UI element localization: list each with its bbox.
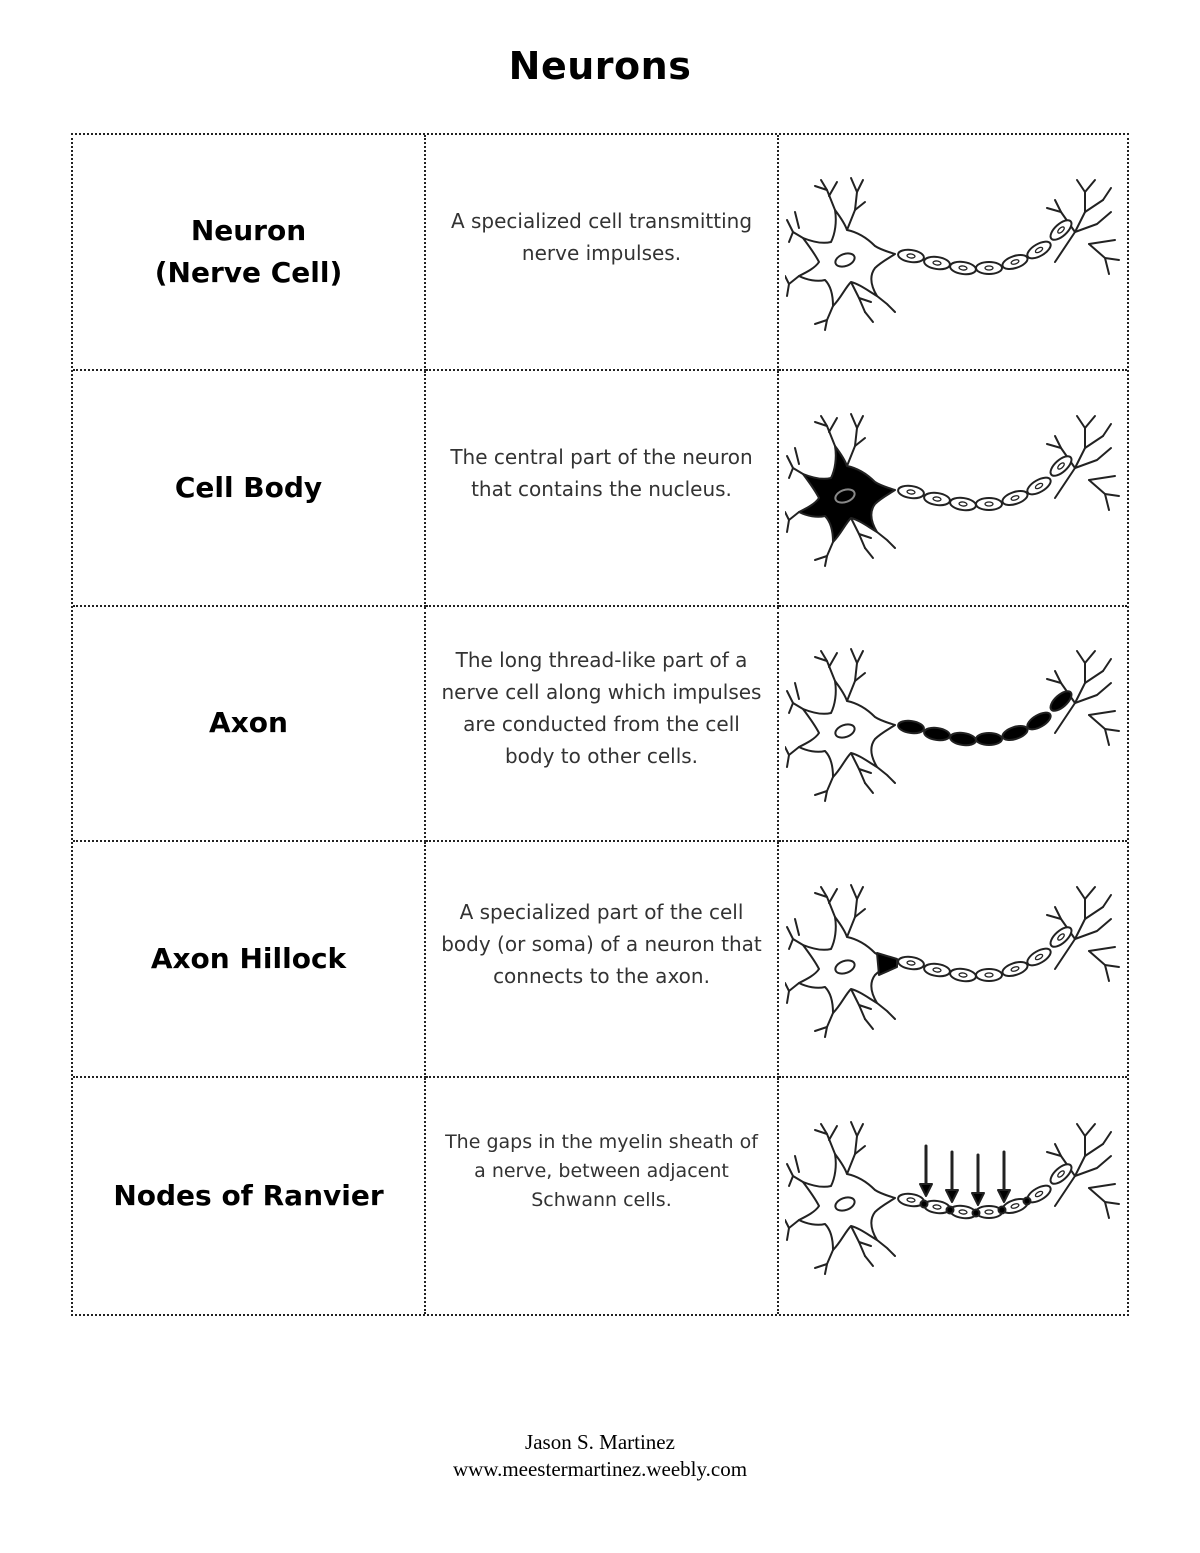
node-of-ranvier <box>999 1207 1006 1214</box>
dendrite <box>815 1027 827 1031</box>
definition-cell <box>426 842 779 1078</box>
definition-cell <box>426 1078 779 1314</box>
definition-nodes-of-ranvier: The gaps in the myelin sheath of a nerve, between adjacent Schwann cells. <box>445 1130 758 1211</box>
dendrite <box>825 777 833 801</box>
dendrite <box>851 649 857 663</box>
dendrite <box>857 180 863 192</box>
axon-terminal <box>1077 1124 1085 1136</box>
schwann-nucleus <box>959 501 967 506</box>
dendrite <box>787 1164 803 1182</box>
image-cell <box>779 1078 1127 1314</box>
axon-terminal <box>1105 965 1119 967</box>
definition-cell <box>426 135 779 371</box>
schwann-nucleus <box>907 253 915 258</box>
schwann-nucleus <box>933 1205 941 1210</box>
myelin-segment <box>923 727 950 743</box>
axon-terminal <box>1089 947 1115 951</box>
dendrite <box>821 416 835 446</box>
neuron-drawing <box>785 178 1119 330</box>
term-axon: Axon <box>209 706 288 740</box>
neuron-drawing <box>785 885 1119 1037</box>
neuron-drawing <box>785 649 1119 801</box>
term-cell <box>73 371 426 607</box>
dendrite <box>825 542 833 566</box>
schwann-nucleus <box>907 961 915 966</box>
arrow-head <box>920 1184 932 1196</box>
dendrite <box>785 276 789 284</box>
term-axon-hillock: Axon Hillock <box>150 942 347 976</box>
dendrite <box>857 651 863 663</box>
definition-axon-hillock: A specialized part of the cell body (or soma) of a neuron that connects to the axon. <box>441 900 762 989</box>
axon-terminal <box>1105 494 1119 496</box>
dendrite <box>795 1156 799 1172</box>
neuron-axon-hillock-icon <box>785 879 1125 1039</box>
axon-terminal <box>1077 887 1085 899</box>
neuron-nodes-of-ranvier-icon <box>785 1116 1125 1276</box>
dendrite <box>857 416 863 428</box>
neuron-icon <box>785 172 1125 332</box>
dendrite <box>865 1256 873 1266</box>
dendrite <box>865 1019 873 1029</box>
dendrite <box>821 887 835 917</box>
image-cell <box>779 371 1127 607</box>
axon-terminal <box>1085 416 1095 428</box>
definition-cell <box>426 371 779 607</box>
dendrite <box>829 1126 837 1140</box>
image-cell <box>779 135 1127 371</box>
axon-terminal <box>1085 887 1095 899</box>
neuron-drawing <box>785 1122 1119 1274</box>
dendrite <box>795 683 799 699</box>
definition-axon: The long thread-like part of a nerve cell along which impulses are conducted from the cell body to other cells. <box>441 648 762 769</box>
dendrite <box>787 1220 799 1240</box>
axon-terminal <box>1077 180 1085 192</box>
schwann-nucleus <box>985 973 993 977</box>
dendrite <box>787 747 799 767</box>
schwann-nucleus <box>985 266 993 270</box>
schwann-nucleus <box>985 1210 993 1214</box>
axon-hillock <box>877 953 897 975</box>
dendrite <box>789 468 793 478</box>
dendrite <box>815 320 827 324</box>
neuron-axon-icon <box>785 643 1125 803</box>
definition-cell-body: The central part of the neuron that contains the nucleus. <box>450 444 753 501</box>
myelin-segment <box>1001 724 1029 743</box>
node-of-ranvier <box>973 1210 980 1217</box>
axon-terminal <box>1085 180 1095 192</box>
axon-terminal <box>1105 258 1119 260</box>
dendrite <box>821 651 835 681</box>
myelin-segment <box>897 720 924 736</box>
dendrite <box>815 1264 827 1268</box>
definition-neuron: A specialized cell transmitting nerve impulses. <box>450 208 753 265</box>
axon-terminal <box>1089 1184 1115 1188</box>
dendrite <box>815 556 827 560</box>
dendrite <box>847 192 857 230</box>
dendrite <box>829 653 837 667</box>
dendrite <box>821 1124 835 1154</box>
dendrite <box>851 414 857 428</box>
dendrite <box>877 1003 895 1019</box>
dendrite <box>785 512 789 520</box>
node-of-ranvier <box>947 1207 954 1214</box>
schwann-nucleus <box>959 265 967 270</box>
dendrite <box>829 418 837 432</box>
dendrite <box>815 791 827 795</box>
schwann-nucleus <box>985 502 993 506</box>
dendrite <box>865 783 873 793</box>
dendrite <box>795 448 799 464</box>
dendrite <box>851 178 857 192</box>
dendrite <box>829 889 837 903</box>
dendrite <box>865 548 873 558</box>
dendrite <box>877 767 895 783</box>
dendrite <box>857 887 863 899</box>
dendrite <box>787 691 803 709</box>
axon-terminal <box>1105 729 1119 731</box>
neuron-drawing <box>785 414 1119 566</box>
node-of-ranvier <box>921 1201 928 1208</box>
axon-terminal <box>1103 424 1111 436</box>
axon-terminal <box>1077 416 1085 428</box>
term-cell <box>73 135 426 371</box>
node-of-ranvier <box>1024 1198 1031 1205</box>
term-cell <box>73 607 426 843</box>
axon-terminal <box>1085 651 1095 663</box>
dendrite <box>847 899 857 937</box>
axon-terminal <box>1089 240 1115 244</box>
neuron-cell-body-icon <box>785 408 1125 568</box>
image-cell <box>779 842 1127 1078</box>
schwann-nucleus <box>907 489 915 494</box>
dendrite <box>787 983 799 1003</box>
dendrite <box>877 296 895 312</box>
term-neuron: Neuron (Nerve Cell) <box>154 213 343 289</box>
dendrite <box>789 939 793 949</box>
myelin-segment <box>1025 710 1054 733</box>
schwann-nucleus <box>933 496 941 501</box>
term-cell <box>73 1078 426 1314</box>
dendrite <box>789 703 793 713</box>
arrow-head <box>946 1190 958 1202</box>
dendrite <box>857 1124 863 1136</box>
image-cell <box>779 607 1127 843</box>
dendrite <box>787 927 803 945</box>
axon-terminal <box>1085 200 1103 212</box>
footer-website: www.meestermartinez.weebly.com <box>452 1457 748 1481</box>
term-cell-body: Cell Body <box>174 470 323 504</box>
definition-cell <box>426 607 779 843</box>
dendrite <box>789 232 793 242</box>
myelin-segment <box>949 732 976 748</box>
axon-terminal <box>1103 659 1111 671</box>
dendrite <box>785 1220 789 1228</box>
dendrite <box>847 663 857 701</box>
arrow-head <box>972 1193 984 1205</box>
dendrite <box>825 306 833 330</box>
dendrite <box>851 1122 857 1136</box>
schwann-nucleus <box>907 1198 915 1203</box>
dendrite <box>825 1013 833 1037</box>
schwann-nucleus <box>959 1210 967 1215</box>
axon-terminal <box>1103 1132 1111 1144</box>
dendrite <box>785 983 789 991</box>
dendrite <box>787 276 799 296</box>
dendrite <box>787 512 799 532</box>
axon-terminal <box>1103 895 1111 907</box>
term-nodes-of-ranvier: Nodes of Ranvier <box>113 1179 384 1213</box>
axon-terminal <box>1089 711 1115 715</box>
dendrite <box>785 747 789 755</box>
dendrite <box>851 885 857 899</box>
schwann-nucleus <box>959 973 967 978</box>
dendrite <box>795 919 799 935</box>
term-cell <box>73 842 426 1078</box>
axon-terminal <box>1085 1124 1095 1136</box>
axon-terminal <box>1085 1144 1103 1156</box>
axon-terminal <box>1077 651 1085 663</box>
dendrite <box>821 180 835 210</box>
axon-terminal <box>1085 436 1103 448</box>
dendrite <box>787 456 803 474</box>
axon-terminal <box>1103 188 1111 200</box>
axon-terminal <box>1085 671 1103 683</box>
axon-terminal <box>1085 907 1103 919</box>
dendrite <box>847 428 857 466</box>
axon-terminal <box>1105 1202 1119 1204</box>
dendrite <box>847 1136 857 1174</box>
page-title: Neurons <box>508 44 692 88</box>
axon-terminal <box>1089 476 1115 480</box>
myelin-segment <box>976 733 1002 745</box>
card-grid <box>71 133 1129 1316</box>
dendrite <box>825 1250 833 1274</box>
dendrite <box>877 1240 895 1256</box>
schwann-nucleus <box>933 968 941 973</box>
dendrite <box>787 220 803 238</box>
arrow-head <box>998 1190 1010 1202</box>
dendrite <box>789 1176 793 1186</box>
footer-author: Jason S. Martinez <box>525 1430 675 1454</box>
dendrite <box>829 182 837 196</box>
schwann-nucleus <box>933 260 941 265</box>
dendrite <box>795 212 799 228</box>
dendrite <box>877 532 895 548</box>
dendrite <box>865 312 873 322</box>
